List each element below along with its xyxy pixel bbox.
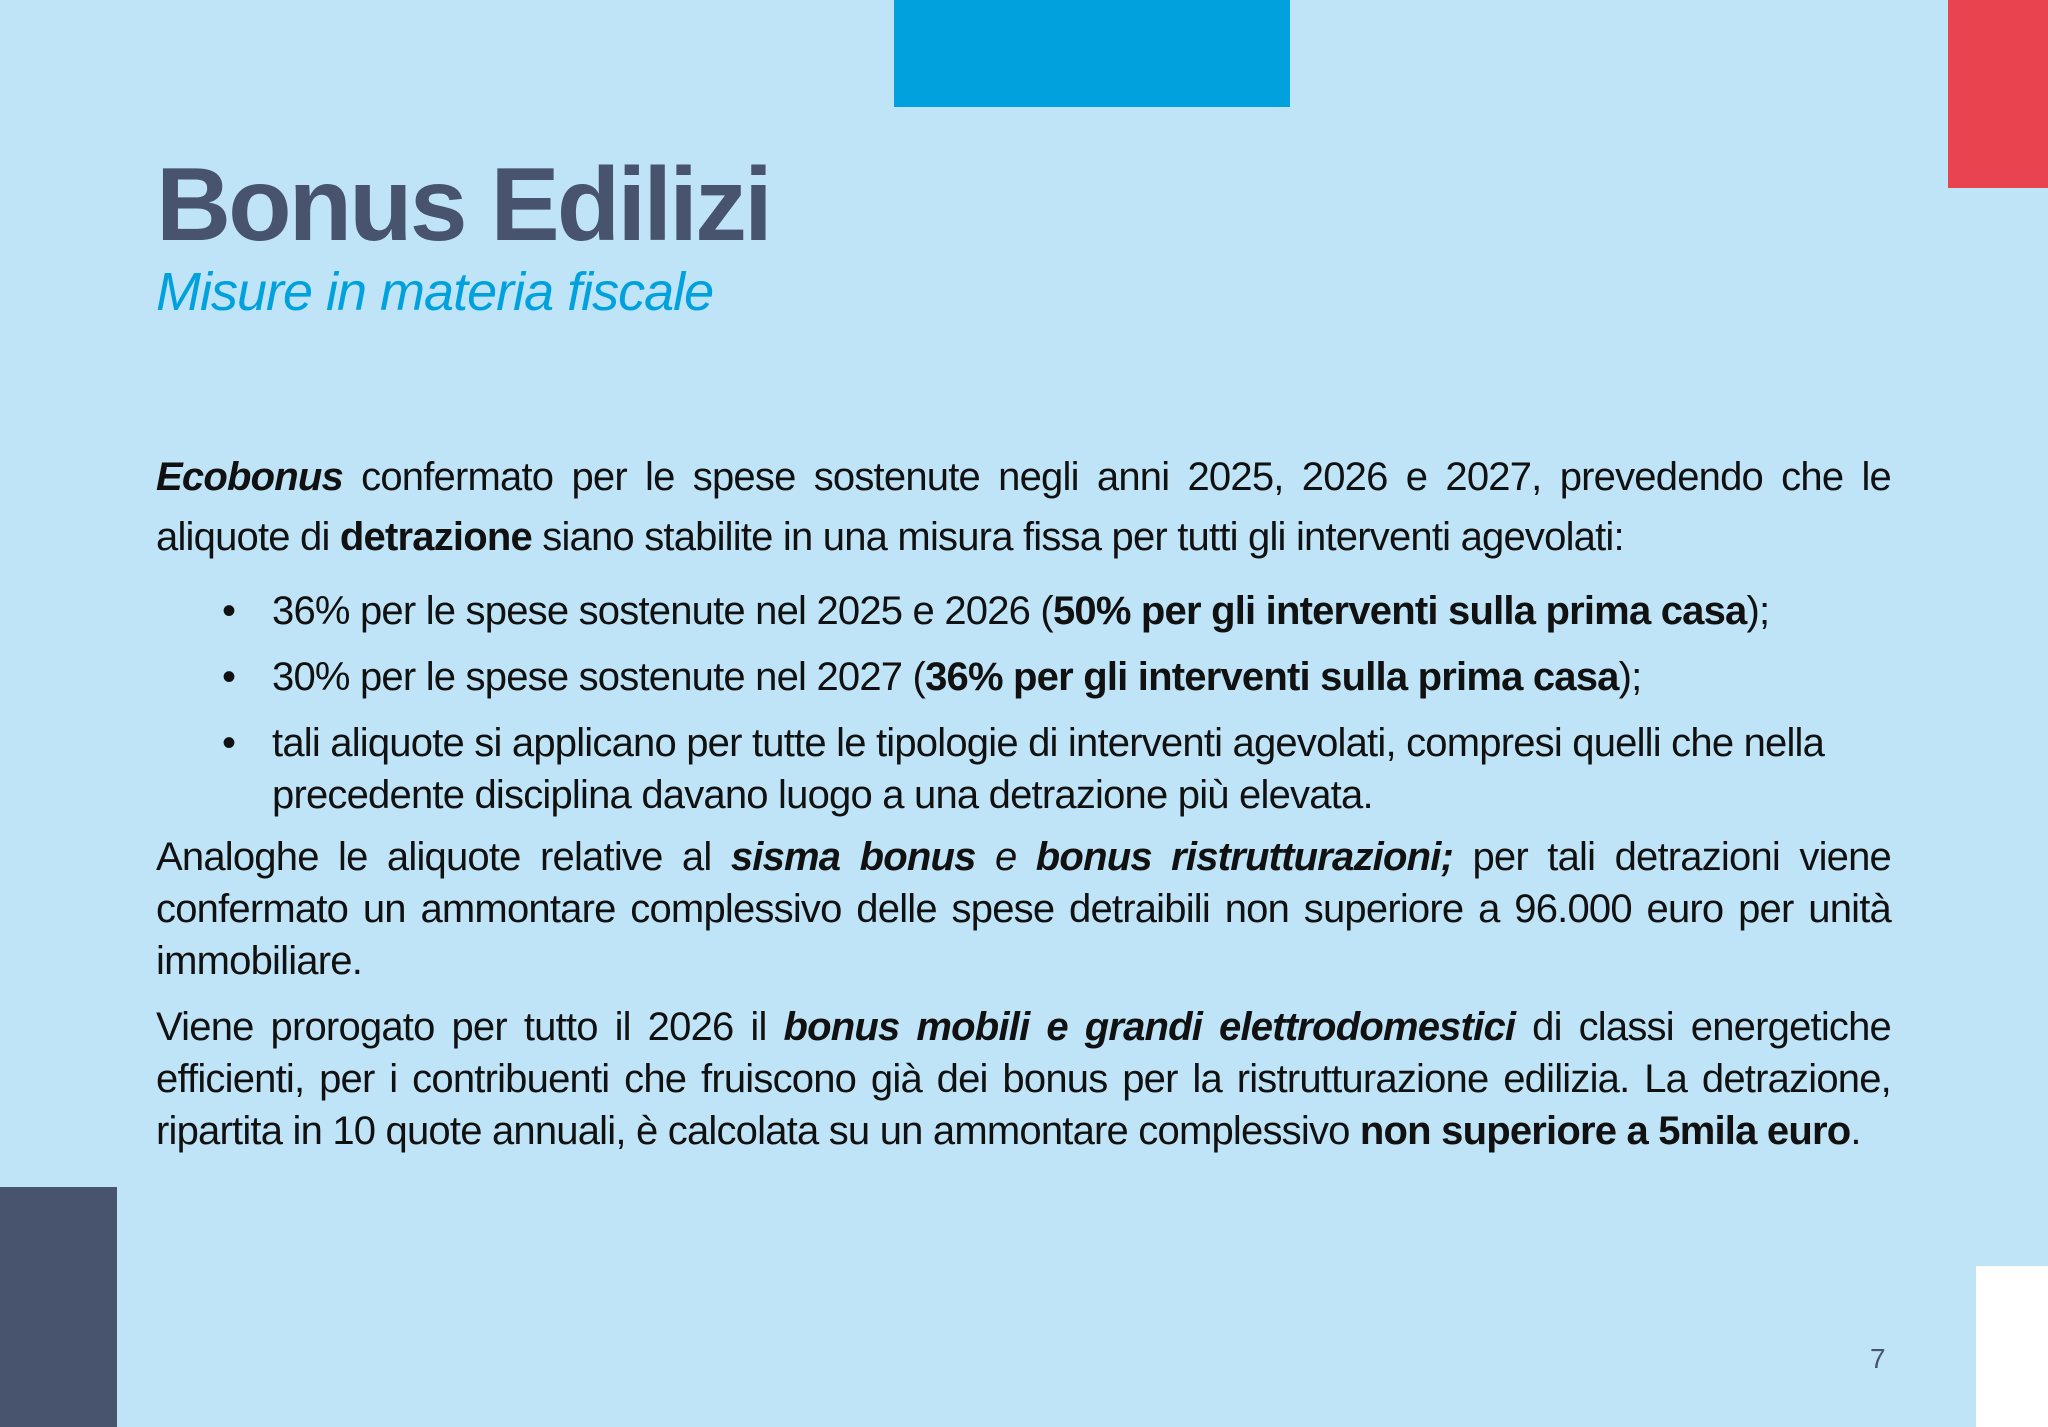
- paragraph-text: confermato per le spese sostenute negli anni 2025, 2026 e 2027, prevedendo che le aliquote di: [156, 455, 1891, 559]
- decorative-blue-block: [894, 0, 1290, 107]
- list-item-highlight: 36% per gli interventi sulla prima casa: [925, 655, 1619, 699]
- decorative-red-block: [1948, 0, 2048, 188]
- ecobonus-paragraph: [156, 447, 1891, 567]
- list-item-text: 36% per le spese sostenute nel 2025 e 2026 (: [272, 589, 1053, 633]
- bullet-icon: •: [222, 655, 236, 699]
- bonus-mobili-paragraph: [156, 1001, 1891, 1157]
- list-item: [216, 651, 1891, 703]
- page-number: 7: [1870, 1343, 1886, 1374]
- rates-list: [156, 585, 1891, 821]
- detrazione-term: detrazione: [339, 515, 532, 559]
- decorative-white-block: [1976, 1266, 2048, 1427]
- bullet-icon: •: [222, 721, 236, 765]
- page-subtitle: Misure in materia fiscale: [156, 262, 714, 322]
- paragraph-text: di classi energetiche efficienti, per i contribuenti che fruiscono già dei bonus per la ristrutturazione edilizia. La detrazione, ripartita in 10 quote annuali, è calcolata su un ammontare complessivo: [156, 1005, 1892, 1153]
- slide-body: [156, 447, 1891, 1157]
- decorative-slate-block: [0, 1187, 117, 1427]
- bullet-icon: •: [222, 589, 236, 633]
- bonus-mobili-term: bonus mobili e grandi elettrodomestici: [783, 1005, 1516, 1049]
- list-item: [216, 585, 1891, 637]
- page-title: Bonus Edilizi: [156, 147, 770, 263]
- limit-highlight: non superiore a 5mila euro: [1359, 1109, 1851, 1153]
- paragraph-text: siano stabilite in una misura fissa per tutti gli interventi agevolati:: [531, 515, 1624, 559]
- ecobonus-term: Ecobonus: [156, 455, 343, 499]
- list-item-text: 30% per le spese sostenute nel 2027 (: [272, 655, 926, 699]
- list-item-highlight: 50% per gli interventi sulla prima casa: [1052, 589, 1747, 633]
- sisma-bonus-term: sisma bonus: [730, 835, 976, 879]
- paragraph-text: Analoghe le aliquote relative al: [156, 835, 731, 879]
- list-item-text: );: [1618, 655, 1642, 699]
- bonus-ristrutturazioni-term: bonus ristrutturazioni;: [1035, 835, 1454, 879]
- paragraph-text: .: [1850, 1109, 1861, 1153]
- sisma-bonus-paragraph: [156, 831, 1891, 987]
- paragraph-text: per tali detrazioni viene confermato un ammontare complessivo delle spese detraibili non superiore a 96.000 euro per unità immobiliare.: [156, 835, 1891, 983]
- paragraph-text: e: [975, 835, 1036, 879]
- list-item: [216, 717, 1891, 821]
- paragraph-text: Viene prorogato per tutto il 2026 il: [156, 1005, 784, 1049]
- list-item-text: );: [1746, 589, 1770, 633]
- list-item-text: tali aliquote si applicano per tutte le tipologie di interventi agevolati, compresi quelli che nella precedente disciplina davano luogo a una detrazione più elevata.: [272, 721, 1825, 817]
